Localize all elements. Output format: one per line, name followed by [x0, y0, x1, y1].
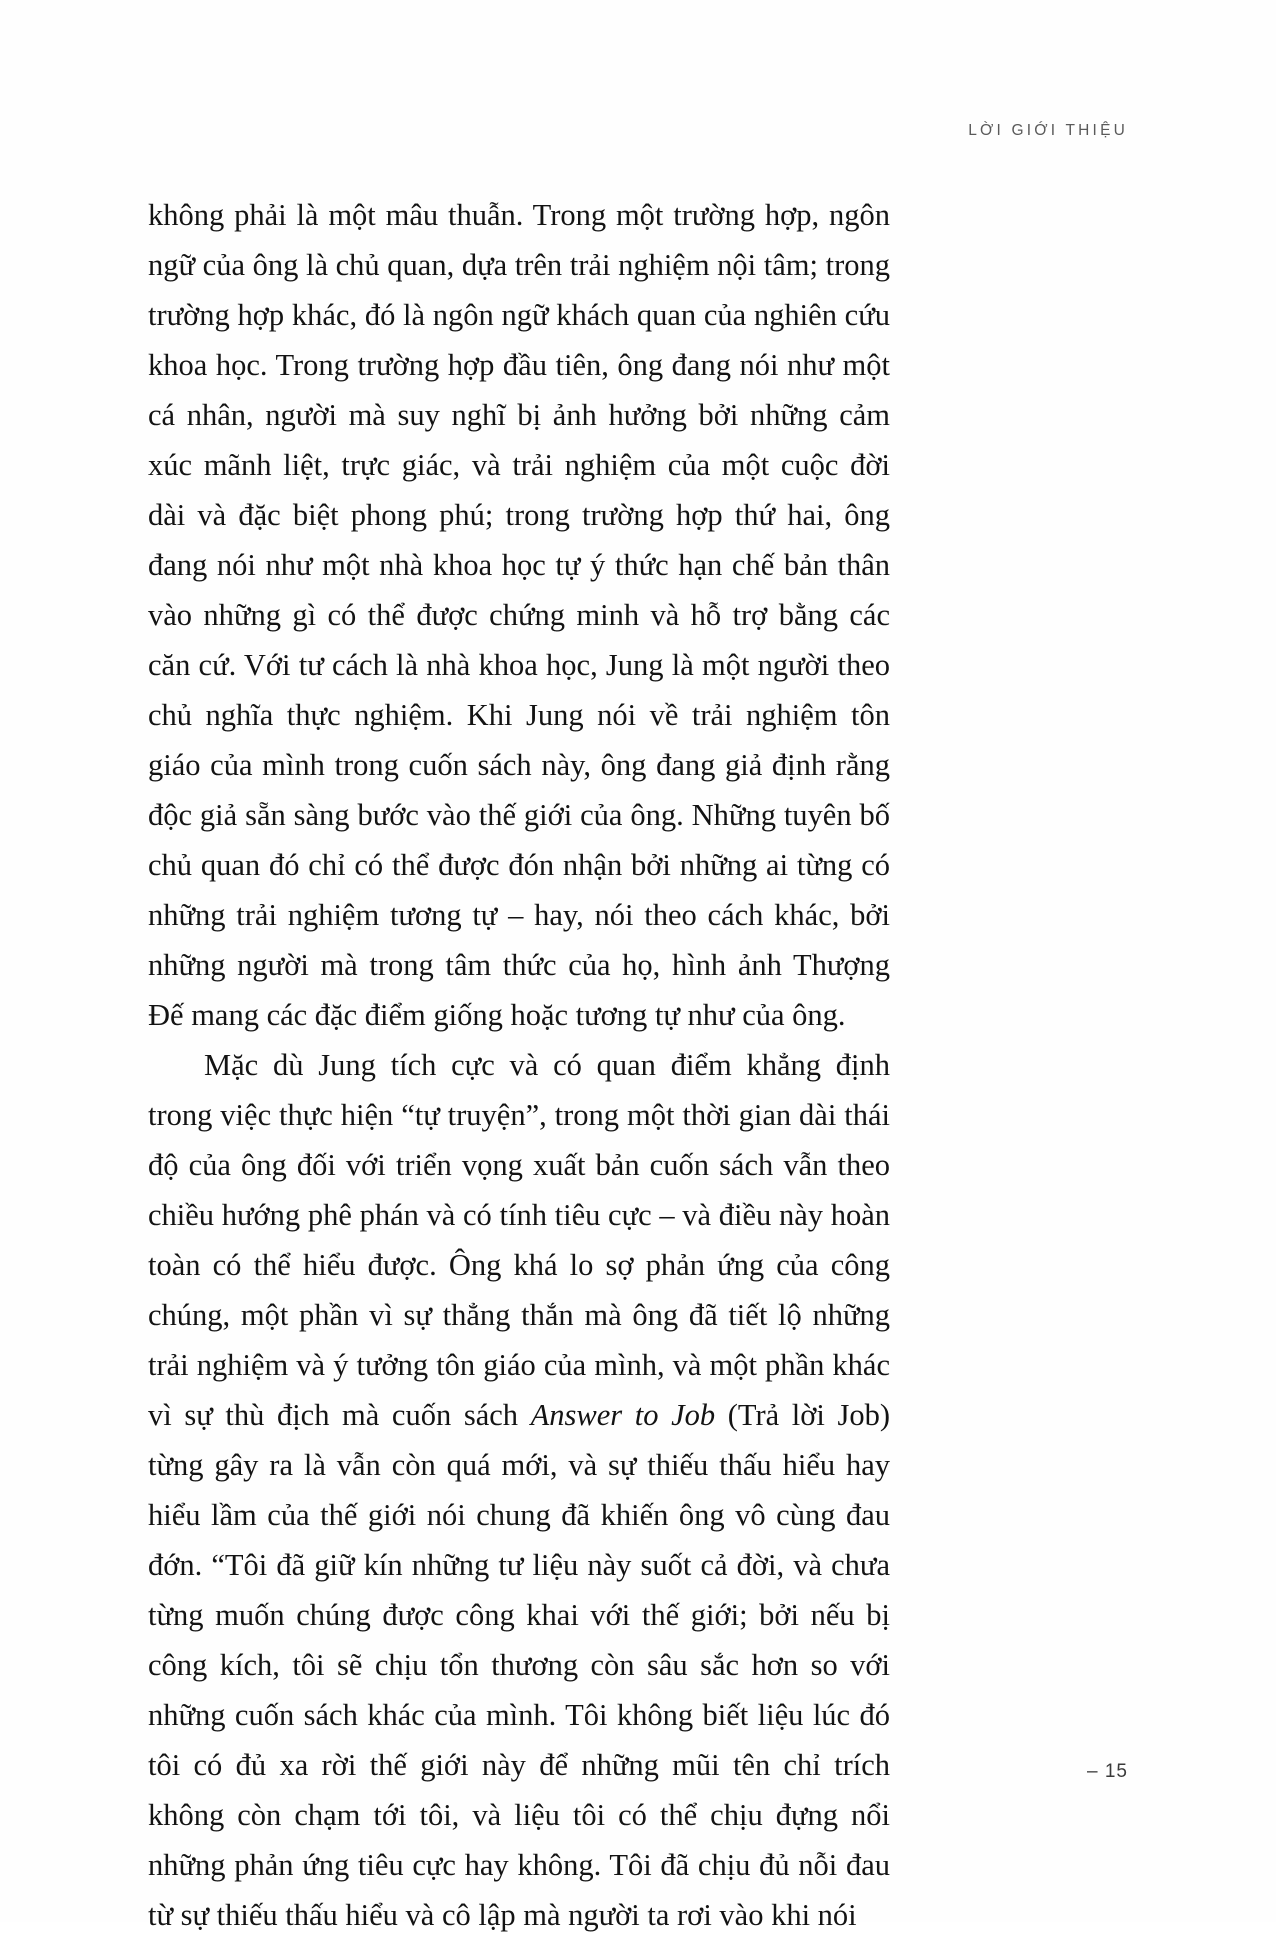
running-head: LỜI GIỚI THIỆU [968, 122, 1128, 139]
paragraph: Mặc dù Jung tích cực và có quan điểm khẳng định trong việc thực hiện “tự truyện”, trong một thời gian dài thái độ của ông đối với triển vọng xuất bản cuốn sách vẫn theo chiều hướng phê phán và có tính tiêu cực – và điều này hoàn toàn có thể hiểu được. Ông khá lo sợ phản ứng của công chúng, một phần vì sự thẳng thắn mà ông đã tiết lộ những trải nghiệm và ý tưởng tôn giáo của mình, và một phần khác vì sự thù địch mà cuốn sách Answer to Job (Trả lời Job) từng gây ra là vẫn còn quá mới, và sự thiếu thấu hiểu hay hiểu lầm của thế giới nói chung đã khiến ông vô cùng đau đớn. “Tôi đã giữ kín những tư liệu này suốt cả đời, và chưa từng muốn chúng được công khai với thế giới; bởi nếu bị công kích, tôi sẽ chịu tổn thương còn sâu sắc hơn so với những cuốn sách khác của mình. Tôi không biết liệu lúc đó tôi có đủ xa rời thế giới này để những mũi tên chỉ trích không còn chạm tới tôi, và liệu tôi có thể chịu đựng nổi những phản ứng tiêu cực hay không. Tôi đã chịu đủ nỗi đau từ sự thiếu thấu hiểu và cô lập mà người ta rơi vào khi nói [148, 1048, 891, 1932]
page-number: – 15 [1087, 1761, 1128, 1782]
body-text [148, 190, 890, 1940]
italic-title: Answer to Job [530, 1398, 716, 1432]
paragraph: không phải là một mâu thuẫn. Trong một trường hợp, ngôn ngữ của ông là chủ quan, dựa trên trải nghiệm nội tâm; trong trường hợp khác, đó là ngôn ngữ khách quan của nghiên cứu khoa học. Trong trường hợp đầu tiên, ông đang nói như một cá nhân, người mà suy nghĩ bị ảnh hưởng bởi những cảm xúc mãnh liệt, trực giác, và trải nghiệm của một cuộc đời dài và đặc biệt phong phú; trong trường hợp thứ hai, ông đang nói như một nhà khoa học tự ý thức hạn chế bản thân vào những gì có thể được chứng minh và hỗ trợ bằng các căn cứ. Với tư cách là nhà khoa học, Jung là một người theo chủ nghĩa thực nghiệm. Khi Jung nói về trải nghiệm tôn giáo của mình trong cuốn sách này, ông đang giả định rằng độc giả sẵn sàng bước vào thế giới của ông. Những tuyên bố chủ quan đó chỉ có thể được đón nhận bởi những ai từng có những trải nghiệm tương tự – hay, nói theo cách khác, bởi những người mà trong tâm thức của họ, hình ảnh Thượng Đế mang các đặc điểm giống hoặc tương tự như của ông. [148, 198, 890, 1032]
